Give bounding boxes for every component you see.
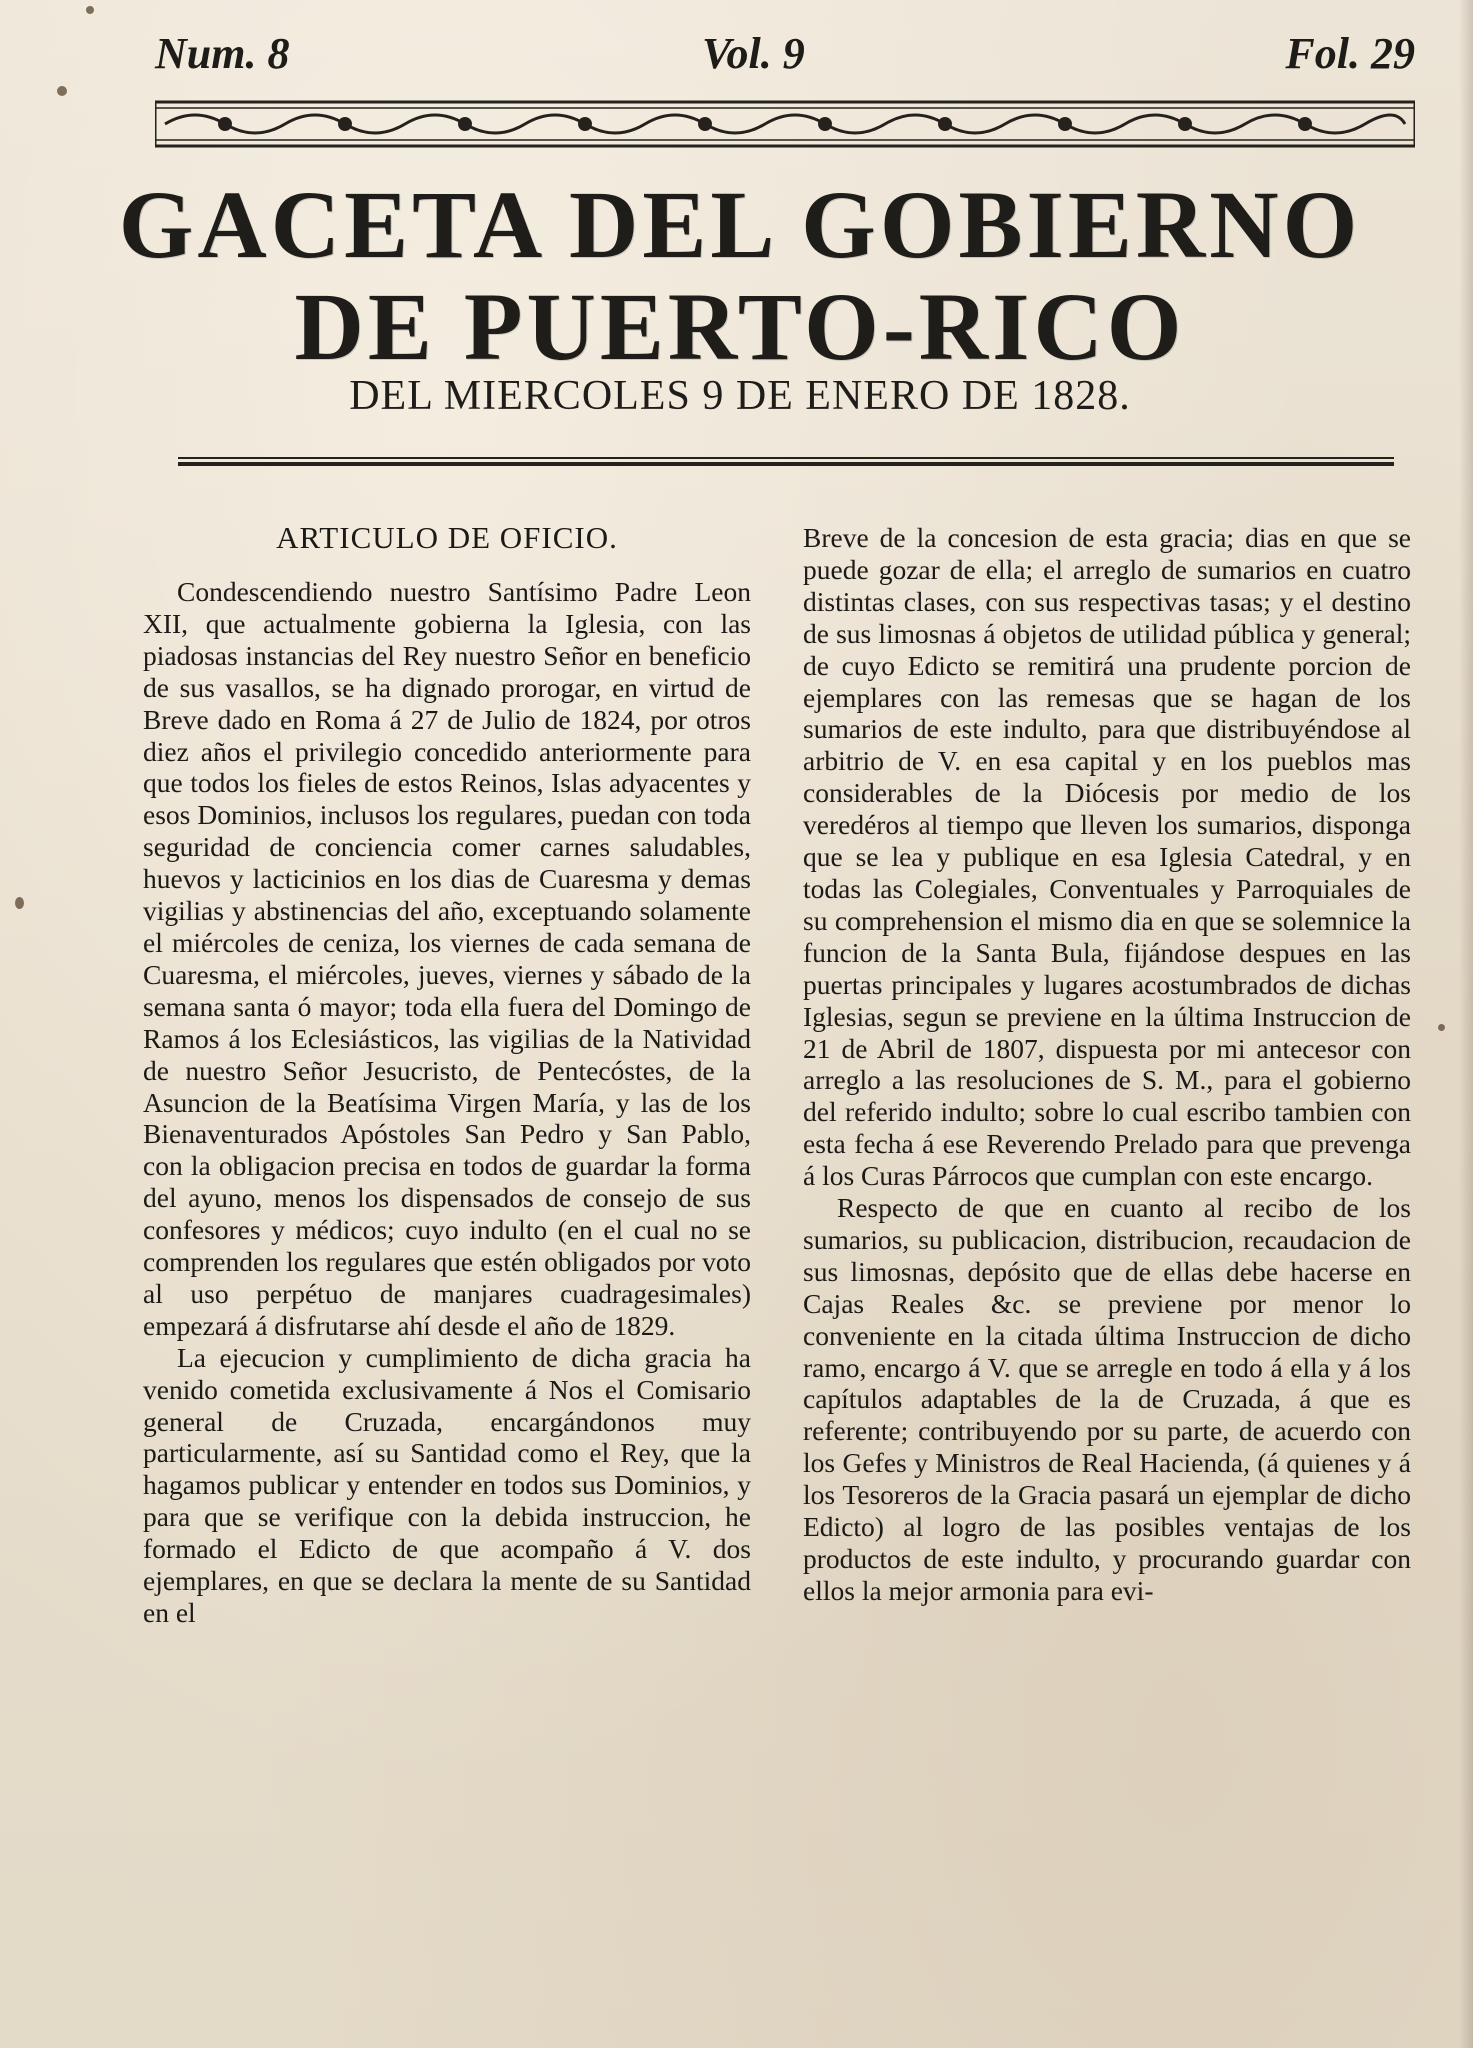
- ink-spot: [86, 6, 94, 14]
- article-paragraph: La ejecucion y cumplimiento de dicha gracia ha venido cometida exclusivamente á Nos el Comisario general de Cruzada, encargándonos muy particularmente, así su Santidad como el Rey, que la hagamos publicar y entender en todos sus Dominios, y para que se verifique con la debida instruccion, he formado el Edicto de que acompaño á V. dos ejemplares, en que se declara la mente de su Santidad en el: [143, 1341, 751, 1628]
- page-edge-shadow: [1459, 0, 1473, 2048]
- article-paragraph: Breve de la concesion de esta gracia; dias en que se puede gozar de ella; el arreglo de sumarios en cuatro distintas clases, con sus respectivas tasas; y el destino de sus limosnas á objetos de utilidad pública y general; de cuyo Edicto se remitirá una prudente porcion de ejemplares con las remesas que se hagan de los sumarios de este indulto, para que distribuyéndose al arbitrio de V. en esa capital y en los pueblos mas considerables de la Diócesis por medio de los veredéros al tiempo que lleven los sumarios, disponga que se lea y publique en esa Iglesia Catedral, y en todas las Colegiales, Conventuales y Parroquiales de su comprehension el mismo dia en que se solemnice la funcion de la Santa Bula, fijándose despues en las puertas principales y lugares acostumbrados de dichas Iglesias, segun se previene en la última Instruccion de 21 de Abril de 1807, dispuesta por mi antecesor con arreglo a las resoluciones de S. M., para el gobierno del referido indulto; sobre lo cual escribo tambien con esta fecha á ese Reverendo Prelado para que prevenga á los Curas Párrocos que cumplan con este encargo.: [803, 522, 1411, 1192]
- decorative-border: [155, 100, 1415, 148]
- article-paragraph: Respecto de que en cuanto al recibo de los sumarios, su publicacion, distribucion, recaudacion de sus limosnas, depósito que de ellas debe hacerse en Cajas Reales &c. se previene por menor lo conveniente en la citada última Instruccion de dicho ramo, encargo á V. que se arregle en todo á ella y á los capítulos adaptables de la de Cruzada, á que es referente; contribuyendo por su parte, de acuerdo con los Gefes y Ministros de Real Hacienda, (á quienes y á los Tesoreros de la Gracia pasará un ejemplar de dicho Edicto) al logro de las posibles ventajas de los productos de este indulto, y procurando guardar con ellos la mejor armonia para evi-: [803, 1192, 1411, 1606]
- masthead-title-line-2: DE PUERTO-RICO: [294, 273, 1186, 380]
- volume-number: Vol. 9: [702, 29, 805, 78]
- column-left: [143, 520, 751, 1629]
- ink-spot: [57, 86, 67, 96]
- folio-number: Fol. 29: [1285, 29, 1415, 78]
- masthead-title-line-1: GACETA DEL GOBIERNO: [118, 171, 1362, 278]
- issue-header: [155, 28, 1415, 88]
- article-heading: ARTICULO DE OFICIO.: [276, 520, 618, 555]
- article-paragraph: Condescendiendo nuestro Santísimo Padre Leon XII, que actualmente gobierna la Iglesia, con las piadosas instancias del Rey nuestro Señor en beneficio de sus vasallos, se ha dignado prorogar, en virtud de Breve dado en Roma á 27 de Julio de 1824, por otros diez años el privilegio concedido anteriormente para que todos los fieles de estos Reinos, Islas adyacentes y esos Dominios, inclusos los regulares, puedan con toda seguridad de conciencia comer carnes saludables, huevos y lacticinios en los dias de Cuaresma y demas vigilias y abstinencias del año, exceptuando solamente el miércoles de ceniza, los viernes de cada semana de Cuaresma, el miércoles, jueves, viernes y sábado de la semana santa ó mayor; toda ella fuera del Domingo de Ramos á los Eclesiásticos, las vigilias de la Natividad de nuestro Señor Jesucristo, de Pentecóstes, de la Asuncion de la Beatísima Virgen María, y las de los Bienaventurados Apóstoles San Pedro y San Pablo, con la obligacion precisa en todos de guardar la forma del ayuno, menos los dispensados de consejo de sus confesores y médicos; cuyo indulto (en el cual no se comprenden los regulares que estén obligados por voto al uso perpétuo de manjares cuadragesimales) empezará á disfrutarse ahí desde el año de 1829.: [143, 576, 751, 1341]
- column-right: [803, 522, 1411, 1607]
- ink-spot: [15, 897, 24, 909]
- issue-date: DEL MIERCOLES 9 DE ENERO DE 1828.: [349, 373, 1131, 419]
- masthead-rule: [178, 456, 1394, 468]
- issue-number: Num. 8: [155, 29, 290, 78]
- ink-spot: [1438, 1024, 1445, 1031]
